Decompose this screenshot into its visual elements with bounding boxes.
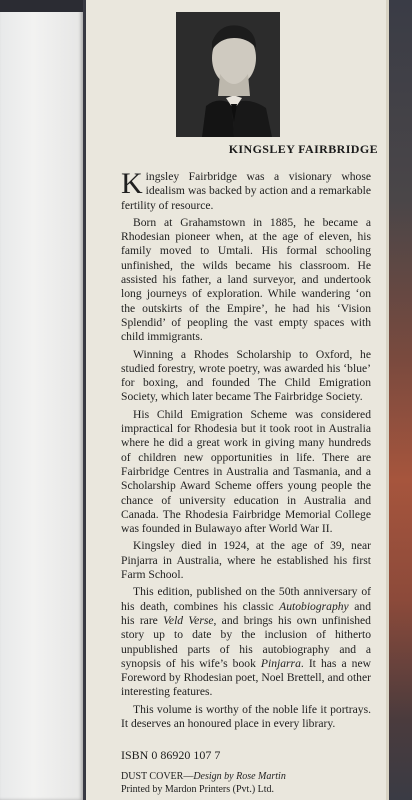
blurb-text — [121, 167, 371, 734]
board-top-edge — [0, 0, 83, 12]
isbn-number: ISBN 0 86920 107 7 — [121, 748, 221, 762]
author-portrait-photo — [176, 12, 280, 137]
blurb-paragraph: Born at Grahamstown in 1885, he became a Rhodesian pioneer when, at the age of eleven, his family moved to Umtali. His formal schooling unfinished, the wilds became his classroom. He assisted his father, a land surveyor, and undertook long journeys of exploration. While wandering ‘on the outskirts of the Empire’, he had his ‘Vision Splendid’ of peopling the vast empty spaces with child immigrants. — [121, 215, 371, 344]
cover-credits — [121, 770, 381, 796]
dust-cover-credit: DUST COVER—Design by Rose Martin — [121, 771, 286, 782]
blurb-paragraph: This edition, published on the 50th anniversary of his death, combines his classic Autobiography and his rare Veld Verse, and brings his own unfinished story up to date by the inclusion of hitherto unpublished parts of his autobiography and a synopsis of his wife’s book Pinjarra. It has a new Foreword by Rhodesian poet, Noel Brettell, and other interesting features. — [121, 585, 371, 699]
spine-edge — [386, 0, 389, 800]
drop-cap: K — [121, 167, 143, 200]
blurb-paragraph: Kingsley Fairbridge was a visionary whose idealism was backed by action and a remarkable fertility of resource. — [121, 167, 371, 212]
author-name-heading: KINGSLEY FAIRBRIDGE — [228, 142, 378, 156]
blurb-paragraph: This volume is worthy of the noble life it portrays. It deserves an honoured place in every library. — [121, 702, 371, 730]
book-spine-strip — [386, 0, 412, 800]
author-portrait-image — [176, 12, 280, 137]
printer-credit: Printed by Mardon Printers (Pvt.) Ltd. — [121, 784, 275, 795]
book-board-left — [0, 0, 83, 800]
blurb-paragraph: His Child Emigration Scheme was considered impractical for Rhodesia but it took root in Australia where he did a great work in giving many hundreds of children new opportunities in life. There are Fairbridge Centres in Australia and Tasmania, and a Scholarship Award Scheme offers young people the chance of university education in Australia and Canada. The Rhodesia Fairbridge Memorial College was founded in Bulawayo after World War II. — [121, 407, 371, 536]
blurb-paragraph: Kingsley died in 1924, at the age of 39, near Pinjarra in Australia, where he established his first Farm School. — [121, 539, 371, 582]
blurb-paragraph: Winning a Rhodes Scholarship to Oxford, he studied forestry, wrote poetry, was awarded his ‘blue’ for boxing, and founded The Child Emigration Society, which later became The Fairbridge Society. — [121, 347, 371, 404]
